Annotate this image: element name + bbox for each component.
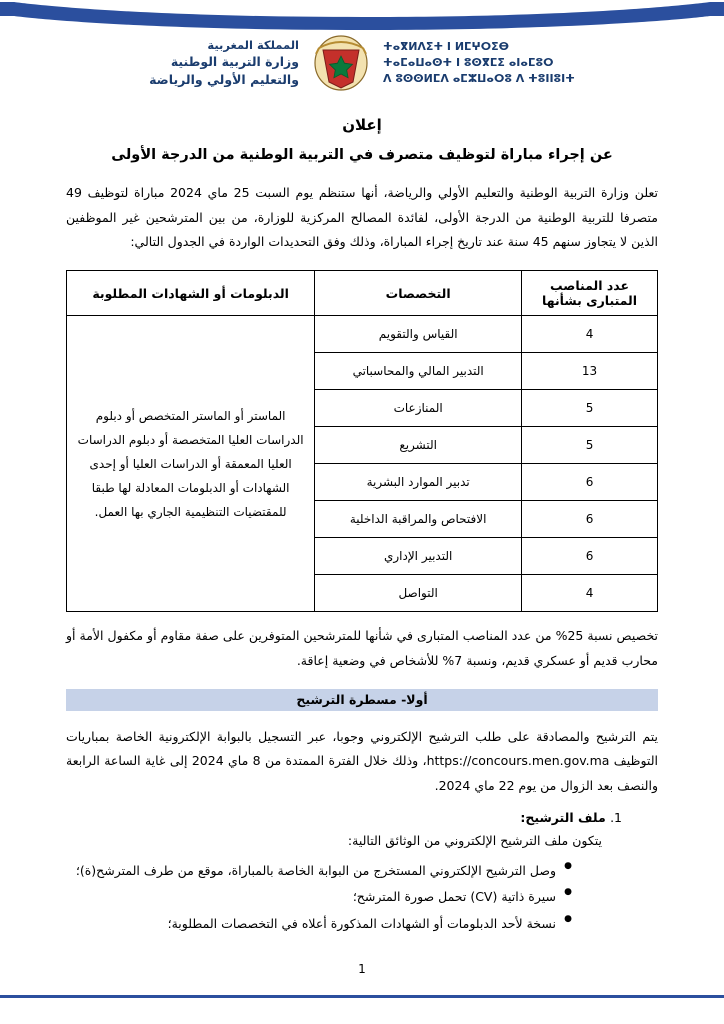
- ministry-tifinagh-line-2: ⵜⴰⵎⴰⵡⴰⵙⵜ ⵏ ⵓⵙⴳⵎⵉ ⴰⵏⴰⵎⵓⵔ: [382, 56, 554, 70]
- cell-count: 4: [522, 316, 658, 353]
- column-header-specialty: التخصصات: [315, 271, 522, 316]
- page-subtitle: عن إجراء مباراة لتوظيف متصرف في التربية الوطنية من الدرجة الأولى: [111, 147, 613, 163]
- cell-count: 13: [522, 353, 658, 390]
- quota-note: تخصيص نسبة 25% من عدد المناصب المتبارى في شأنها للمترشحين المتوفرين على صفة مقاوم أو مكفول الأمة أو محارب قديم أو عسكري قديم، ونسبة 7% للأشخاص في وضعية إعاقة.: [66, 628, 659, 668]
- page-title: إعلان: [342, 116, 382, 134]
- table-header-row: [67, 271, 658, 316]
- ministry-tifinagh-line-3: ⴷ ⵓⵙⵙⵍⵎⴷ ⴰⵎⵣⵡⴰⵔⵓ ⴷ ⵜⵓⵏⵏⵓⵏⵜ: [382, 71, 575, 85]
- cell-count: 6: [522, 464, 658, 501]
- positions-table: [66, 270, 658, 612]
- ministry-line-3: والتعليم الأولي والرياضة: [149, 72, 299, 88]
- cell-specialty: التدبير الإداري: [315, 538, 522, 575]
- cell-specialty: تدبير الموارد البشرية: [315, 464, 522, 501]
- bottom-decorative-line: [0, 995, 724, 998]
- cell-count: 6: [522, 538, 658, 575]
- table-row: [67, 316, 658, 353]
- cell-specialty: التواصل: [315, 575, 522, 612]
- page-number: 1: [358, 962, 366, 976]
- column-header-count: عدد المناصب المتبارى بشأنها: [522, 271, 658, 316]
- ministry-name-arabic: [149, 37, 299, 90]
- cell-count: 6: [522, 501, 658, 538]
- morocco-coat-of-arms-icon: [313, 34, 369, 92]
- ministry-line-1: المملكة المغربية: [207, 37, 299, 52]
- subsection-application-file: [66, 810, 658, 825]
- cell-count: 5: [522, 427, 658, 464]
- ministry-tifinagh-line-1: ⵜⴰⴳⵍⴷⵉⵜ ⵏ ⵍⵎⵖⵔⵉⴱ: [382, 40, 509, 54]
- section-heading-procedure: أولا- مسطرة الترشيح: [66, 689, 658, 711]
- cell-specialty: المنازعات: [315, 390, 522, 427]
- ministry-name-tifinagh: [383, 39, 575, 87]
- intro-paragraph: تعلن وزارة التربية الوطنية والتعليم الأولي والرياضة، أنها ستنظم يوم السبت 25 ماي 2024 مباراة لتوظيف 49 متصرفا للتربية الوطنية من الدرجة الأولى، لفائدة المصالح المركزية للوزارة، من بين المترشحين غير الموظفين الذين لا يتجاوز سنهم 45 سنة عند تاريخ إجراء المباراة، وذلك وفق التحديدات الواردة في الجدول التالي:: [66, 185, 658, 249]
- application-documents-list: [66, 858, 658, 937]
- cell-specialty: الافتحاص والمراقبة الداخلية: [315, 501, 522, 538]
- ministry-line-2: وزارة التربية الوطنية: [170, 54, 299, 70]
- list-item: ● سيرة ذاتية (CV) تحمل صورة المترشح؛: [66, 884, 572, 910]
- cell-specialty: التدبير المالي والمحاسباتي: [315, 353, 522, 390]
- subsection-title: ملف الترشيح:: [520, 810, 606, 826]
- cell-count: 4: [522, 575, 658, 612]
- procedure-paragraph: يتم الترشيح والمصادقة على طلب الترشيح الإلكتروني وجوبا، عبر التسجيل بالبوابة الإلكترونية الخاصة بمباريات التوظيف https://concours.men.gov.ma، وذلك خلال الفترة الممتدة من 8 ماي 2024 إلى غاية الساعة الرابعة والنصف بعد الزوال من يوم 22 ماي 2024.: [66, 729, 658, 793]
- cell-count: 5: [522, 390, 658, 427]
- list-item: ● نسخة لأحد الدبلومات أو الشهادات المذكورة أعلاه في التخصصات المطلوبة؛: [66, 911, 572, 937]
- cell-specialty: القياس والتقويم: [315, 316, 522, 353]
- cell-diplomas: الماستر أو الماستر المتخصص أو دبلوم الدراسات العليا المتخصصة أو دبلوم الدراسات العليا المعمقة أو الدراسات العليا أو إحدى الشهادات أو الدبلومات المعادلة لها طبقا للمقتضيات التنظيمية الجاري بها العمل.: [67, 316, 315, 612]
- cell-specialty: التشريع: [315, 427, 522, 464]
- column-header-diplomas: الدبلومات أو الشهادات المطلوبة: [67, 271, 315, 316]
- list-item: ● وصل الترشيح الإلكتروني المستخرج من البوابة الخاصة بالمباراة، موقع من طرف المترشح(ة)؛: [66, 858, 572, 884]
- subsection-lead-text: يتكون ملف الترشيح الإلكتروني من الوثائق التالية:: [347, 833, 602, 849]
- subsection-number: 1.: [610, 810, 622, 826]
- top-decorative-arc: [0, 0, 724, 30]
